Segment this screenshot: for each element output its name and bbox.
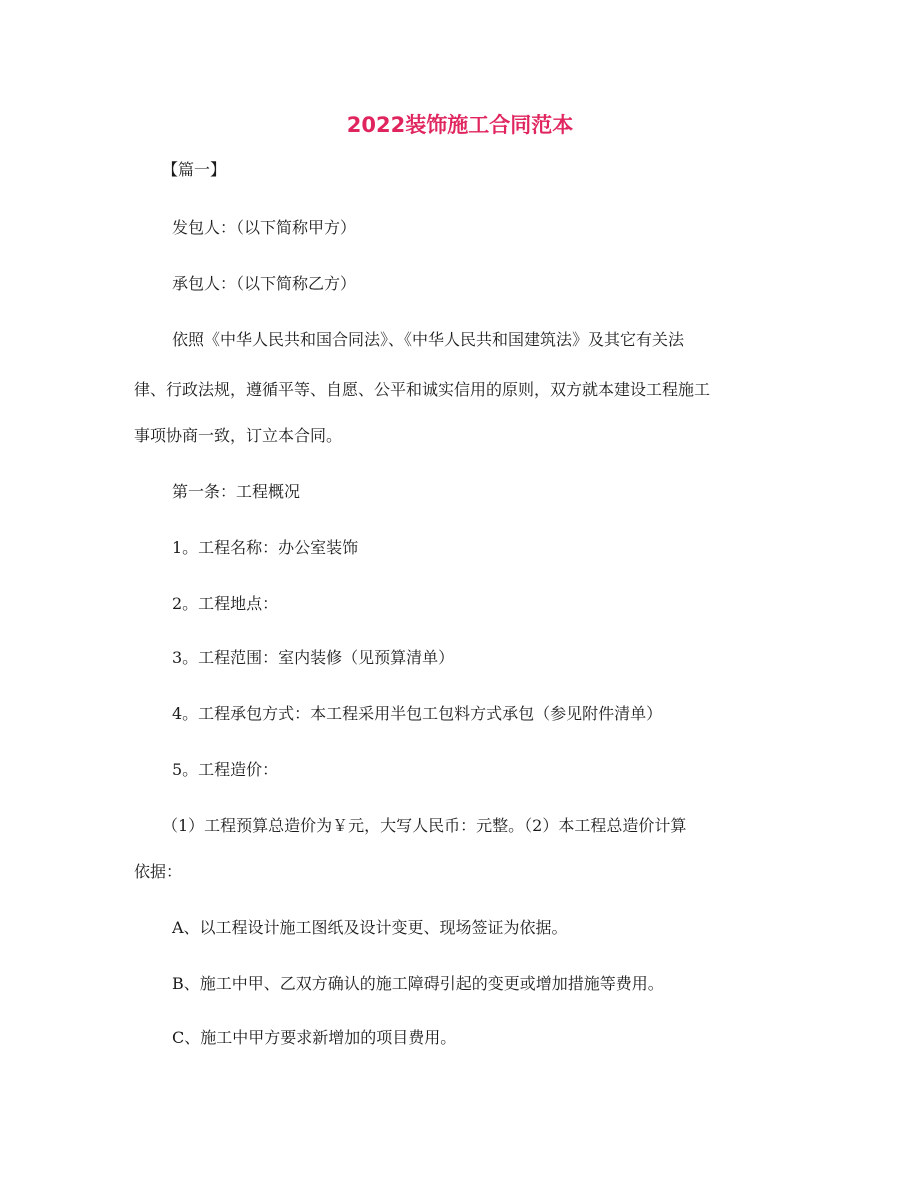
preamble-line-1: 依照《中华人民共和国合同法》、《中华人民共和国建筑法》及其它有关法 (172, 330, 685, 349)
basis-item-c: C、施工中甲方要求新增加的项目费用。 (172, 1028, 457, 1047)
price-paragraph-line-1: （1）工程预算总造价为￥元，大写人民币：元整。（2）本工程总造价计算 (162, 816, 687, 835)
item-1: 1。工程名称：办公室装饰 (172, 538, 359, 557)
document-title: 2022装饰施工合同范本 (346, 113, 574, 137)
item-5: 5。工程造价： (172, 760, 279, 779)
item-2: 2。工程地点： (172, 594, 279, 613)
article-1-heading: 第一条：工程概况 (172, 482, 301, 501)
preamble-line-2: 律、行政法规，遵循平等、自愿、公平和诚实信用的原则，双方就本建设工程施工 (134, 380, 711, 399)
party-b-line: 承包人：（以下简称乙方） (172, 274, 357, 293)
preamble-line-3: 事项协商一致，订立本合同。 (134, 426, 343, 445)
basis-item-a: A、以工程设计施工图纸及设计变更、现场签证为依据。 (172, 918, 568, 937)
party-a-line: 发包人：（以下简称甲方） (172, 218, 357, 237)
item-3: 3。工程范围：室内装修（见预算清单） (172, 648, 455, 667)
item-4: 4。工程承包方式：本工程采用半包工包料方式承包（参见附件清单） (172, 704, 663, 723)
basis-item-b: B、施工中甲、乙双方确认的施工障碍引起的变更或增加措施等费用。 (172, 974, 664, 993)
section-label: 【篇一】 (162, 160, 227, 179)
price-paragraph-line-2: 依据： (134, 862, 183, 881)
